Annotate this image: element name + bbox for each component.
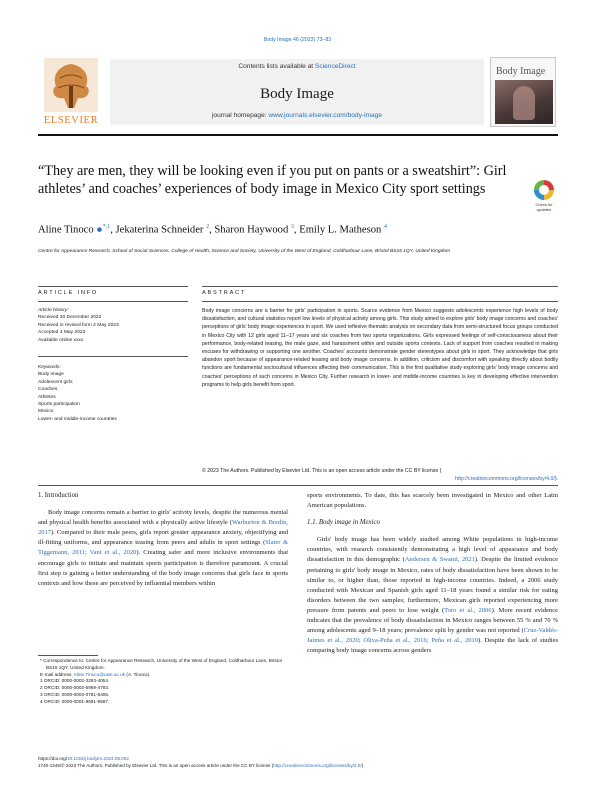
history-item: Received 20 December 2022	[38, 315, 102, 321]
publisher-wordmark: ELSEVIER	[43, 115, 99, 126]
history-item: Received in revised form 2 May 2023	[38, 322, 119, 328]
section-heading-introduction: 1. Introduction	[38, 492, 79, 499]
copyright-close: ).	[554, 476, 558, 483]
homepage-line	[110, 112, 484, 119]
footnotes	[38, 658, 288, 706]
body-column-right	[307, 491, 558, 656]
check-for-updates-button[interactable]	[528, 180, 560, 220]
elsevier-tree-icon	[44, 58, 98, 112]
email-label: E-mail address:	[40, 671, 74, 677]
footnote-rule	[38, 655, 98, 656]
elsevier-logo[interactable]	[38, 55, 104, 129]
email-tail: (A. Tinoco).	[125, 671, 151, 677]
sciencedirect-link[interactable]: ScienceDirect	[314, 63, 356, 70]
paragraph	[38, 508, 288, 589]
text: ). More recent evidence indicates that the prevalence of body dissatisfaction in Mexico ranges between 55 % and 70 % among adolescents aged 9–18 years; prevalence split by gender was not reported (	[307, 606, 558, 635]
doi-line	[38, 756, 558, 763]
article-title: “They are men, they will be looking even if you put on pants or a sweatshirt”: Girl athletes’ and coaches’ experiences of body image in Mexico City sport settings	[38, 163, 507, 197]
abstract-copyright	[202, 467, 558, 483]
license-link[interactable]: http://creativecommons.org/licenses/by/4.0/	[455, 476, 555, 483]
subsection-heading: 1.1. Body image in Mexico	[307, 519, 380, 527]
page-footer	[38, 756, 558, 769]
email-link[interactable]: Aline.Tinoco@uwe.ac.uk	[73, 671, 126, 677]
citation-link[interactable]: Andersen & Swami, 2021	[404, 556, 475, 564]
contents-line	[110, 63, 484, 70]
journal-reference[interactable]: Body Image 46 (2023) 73–83	[263, 37, 332, 43]
history-item: Available online xxxx	[38, 337, 84, 343]
author-affiliation: Centre for Appearance Research, School of Social Sciences, College of Health, Science and Society, University of the West of England, Coldharbour Lane, Bristol BS16 1QY, United Kingdom	[38, 249, 451, 254]
abstract-body: Body image concerns are a barrier for girls' participation in sports. Scarce evidence from Mexico suggests adolescents experience high levels of body dissatisfaction, and cultural statistics report low levels of physical activity among girls. This study aimed to explore girls' body image concerns and coaches' perceptions of girls' body image experiences in sport. We used reflexive thematic analysis on secondary data from semi-structured focus groups conducted in Mexico City with 12 girls aged 11–17 years and six coaches from two sports organizations. Girls expressed feelings of self-consciousness about their performance, body-related teasing, the male gaze, and harassment within and outside sports contexts. Lack of support from coaches resulted in making excuses for withdrawing or supporting one another. Coaches' accounts demonstrate gender stereotypes about girls in sport. They acknowledge that girls abandon sport because of appearance-related teasing and body image concerns. In addition, criticism and discomfort with speaking directly about bodily functions are fundamental sociocultural influences affecting their communication. This is the first qualitative study exploring girls' body image concerns and coaches' perceptions of such concerns in Mexico City. Further research in lower- and middle-income countries is key in developing effective intervention programs to help girls benefit from sport.	[202, 308, 558, 388]
article-info-rule	[38, 286, 188, 287]
article-info-heading: ARTICLE INFO	[38, 290, 99, 296]
check-updates-label: Check for updates	[535, 202, 553, 212]
citation-link[interactable]: Cruz-Valdés-Jaimes et al., 2020; Oliva-Peña et al., 2016; Peña et al., 2019	[307, 627, 558, 645]
keyword: Body image	[38, 372, 64, 378]
author-name[interactable]: Emily L. Matheson	[299, 224, 382, 236]
text: Body image concerns remain a barrier to girls' activity levels, despite the numerous mental and physical health benefits associated with a physically active lifestyle (	[38, 509, 288, 527]
text: ). Compared to their male peers, girls report greater appearance anxiety, objectifying and ill-fitting uniforms, and appearance teasing from peers and adults in sport settings (	[38, 529, 288, 547]
keywords-heading: Keywords:	[38, 365, 61, 370]
doi-prefix: https://doi.org/	[38, 756, 68, 761]
text: ). Creating safer and more inclusive environments that encourage girls to initiate and maintain sports participation is therefore paramount. A crucial first step is gaining a better understanding of the body image concerns that girls face in sports contexts and how these are perceived by influential members within	[38, 549, 288, 587]
license-text: 1740-1445/© 2023 The Authors. Published by Elsevier Ltd. This is an open access article under the CC BY license (	[38, 762, 274, 768]
check-updates-icon	[534, 180, 554, 200]
article-history	[38, 307, 188, 344]
footer-license-link[interactable]: http://creativecommons.org/licenses/by/4.0/	[273, 762, 362, 768]
abstract-heading: ABSTRACT	[202, 290, 247, 296]
orcid-footnote: 1 ORCID: 0000-0002-3293-4054.	[40, 678, 110, 684]
journal-name: Body Image	[260, 86, 334, 102]
author-name[interactable]: Aline Tinoco	[38, 224, 94, 236]
history-heading: Article history:	[38, 308, 69, 313]
keyword: Adolescent girls	[38, 379, 73, 385]
author-marks[interactable]: 3	[290, 224, 294, 230]
keywords-list	[38, 364, 188, 423]
paragraph: sports environments. To date, this has scarcely been investigated in Mexico and other Latin American populations.	[307, 492, 558, 510]
abstract-subrule	[202, 301, 558, 302]
author-marks[interactable]: 4	[383, 224, 387, 230]
orcid-footnote: 2 ORCID: 0000-0002-6969-4783.	[40, 685, 110, 691]
abstract-rule	[202, 286, 558, 287]
paragraph	[307, 535, 558, 656]
text: Girls' body image has been widely studied among White populations in high-income countries, with research consistently demonstrating a high level of appearance and body dissatisfaction in this demographic (	[307, 536, 558, 564]
author-name[interactable]: Sharon Haywood	[214, 224, 289, 236]
cover-title: Body Image	[496, 66, 546, 77]
masthead-banner	[110, 59, 484, 125]
homepage-prefix: journal homepage:	[211, 112, 269, 119]
journal-masthead	[38, 55, 558, 129]
doi-link[interactable]: 10.1016/j.bodyim.2023.05.002	[67, 756, 129, 761]
corresponding-footnote: * Correspondence to: Centre for Appearance Research, University of the West of England, Coldharbour Lane, Bristol BS16 1QY, United Kingdom.	[40, 658, 282, 670]
article-info-subrule	[38, 301, 188, 302]
email-footnote	[38, 672, 288, 679]
cover-image	[495, 80, 553, 124]
body-column-left	[38, 491, 288, 589]
author-marks[interactable]: *,1	[102, 224, 111, 230]
text: ). Despite the limited evidence pertaining to girls' body image in Mexico, rates of body dissatisfaction have been shown to be similar to, or higher than, those reported in high-income countries. Indeed, a 2006 study conducted with Mexican and Spanish girls aged 11–18 years found a similar risk for eating disorders between the two samples; furthermore, Mexican girls reported experiencing more pressure from parents and peers to lose weight (	[307, 556, 558, 614]
orcid-footnote: 3 ORCID: 0000-0003-0781-5406.	[40, 691, 110, 697]
orcid-footnote: 4 ORCID: 0000-0001-9691-9597.	[40, 698, 110, 704]
orcid-icon[interactable]: ●	[96, 224, 103, 236]
keyword: Sports participation	[38, 402, 80, 408]
keyword: Athletes	[38, 394, 56, 400]
copyright-text: © 2023 The Authors. Published by Elsevier Ltd. This is an open access article under the CC BY license (	[202, 468, 442, 474]
text: ). Despite the lack of studies comparing body image concerns across genders	[307, 637, 559, 655]
license-line	[38, 763, 558, 770]
journal-cover-thumbnail[interactable]	[490, 57, 556, 127]
author-name[interactable]: Jekaterina Schneider	[115, 224, 204, 236]
contents-prefix: Contents lists available at	[238, 63, 315, 70]
citation-link[interactable]: Toro et al., 2006	[444, 606, 492, 614]
keywords-rule	[38, 356, 188, 357]
license-close: ).	[361, 762, 365, 768]
abstract-bottom-rule	[38, 485, 558, 486]
citation-link[interactable]: Warburton & Bredin, 2017	[38, 519, 288, 537]
history-item: Accepted 4 May 2023	[38, 330, 86, 336]
author-list: Aline Tinoco ●$^{*,1}$, Jekaterina Schneider $^2$, Sharon Haywood $^3$, Emily L. Matheson $^4$	[38, 224, 387, 236]
citation-link[interactable]: Slater & Tiggemann, 2011; Vani et al., 2020	[38, 539, 288, 557]
keyword: Lower- and middle-income countries	[38, 416, 117, 422]
author-marks[interactable]: 2	[206, 224, 210, 230]
journal-homepage-link[interactable]: www.journals.elsevier.com/body-image	[268, 112, 383, 119]
keyword: Coaches	[38, 387, 58, 393]
masthead-divider	[38, 134, 558, 136]
keyword: Mexico	[38, 409, 54, 415]
